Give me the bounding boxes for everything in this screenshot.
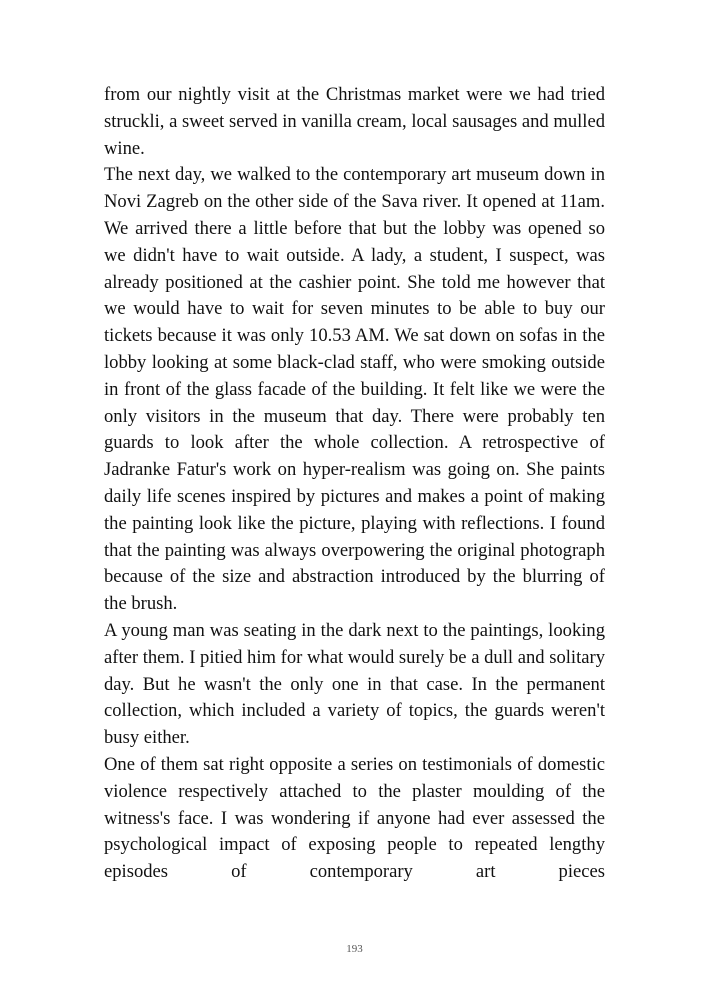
paragraph-continuation: from our nightly visit at the Christmas market were we had tried struckli, a sweet served in vanilla cream, local sausages and mulled wine. bbox=[104, 84, 605, 159]
page-number: 193 bbox=[346, 943, 363, 955]
paragraph-guard-testimonials: One of them sat right opposite a series on testimonials of domestic violence respectively attached to the plaster moulding of the witness's face. I was wondering if anyone had ever assessed the psychological impact of exposing people to repeated lengthy episodes of contemporary art pieces bbox=[104, 753, 605, 883]
paragraph-museum-visit: The next day, we walked to the contemporary art museum down in Novi Zagreb on the other side of the Sava river. It opened at 11am. We arrived there a little before that but the lobby was opened so we didn't have to wait outside. A lady, a student, I suspect, was already positioned at the cashier point. She told me however that we would have to wait for seven minutes to be able to buy our tickets because it was only 10.53 AM. We sat down on sofas in the lobby looking at some black-clad staff, who were smoking outside in front of the glass facade of the building. It felt like we were the only visitors in the museum that day. There were probably ten guards to look after the whole collection. A retrospective of Jadranke Fatur's work on hyper-realism was going on. She paints daily life scenes inspired by pictures and makes a point of making the painting look like the picture, playing with reflections. I found that the painting was always overpowering the original photograph because of the size and abstraction introduced by the blurring of the brush. bbox=[104, 164, 605, 615]
body-text bbox=[104, 82, 605, 886]
paragraph-young-man: A young man was seating in the dark next to the paintings, looking after them. I pitied him for what would surely be a dull and solitary day. But he wasn't the only one in that case. In the permanent collection, which included a variety of topics, the guards weren't busy either. bbox=[104, 619, 605, 749]
